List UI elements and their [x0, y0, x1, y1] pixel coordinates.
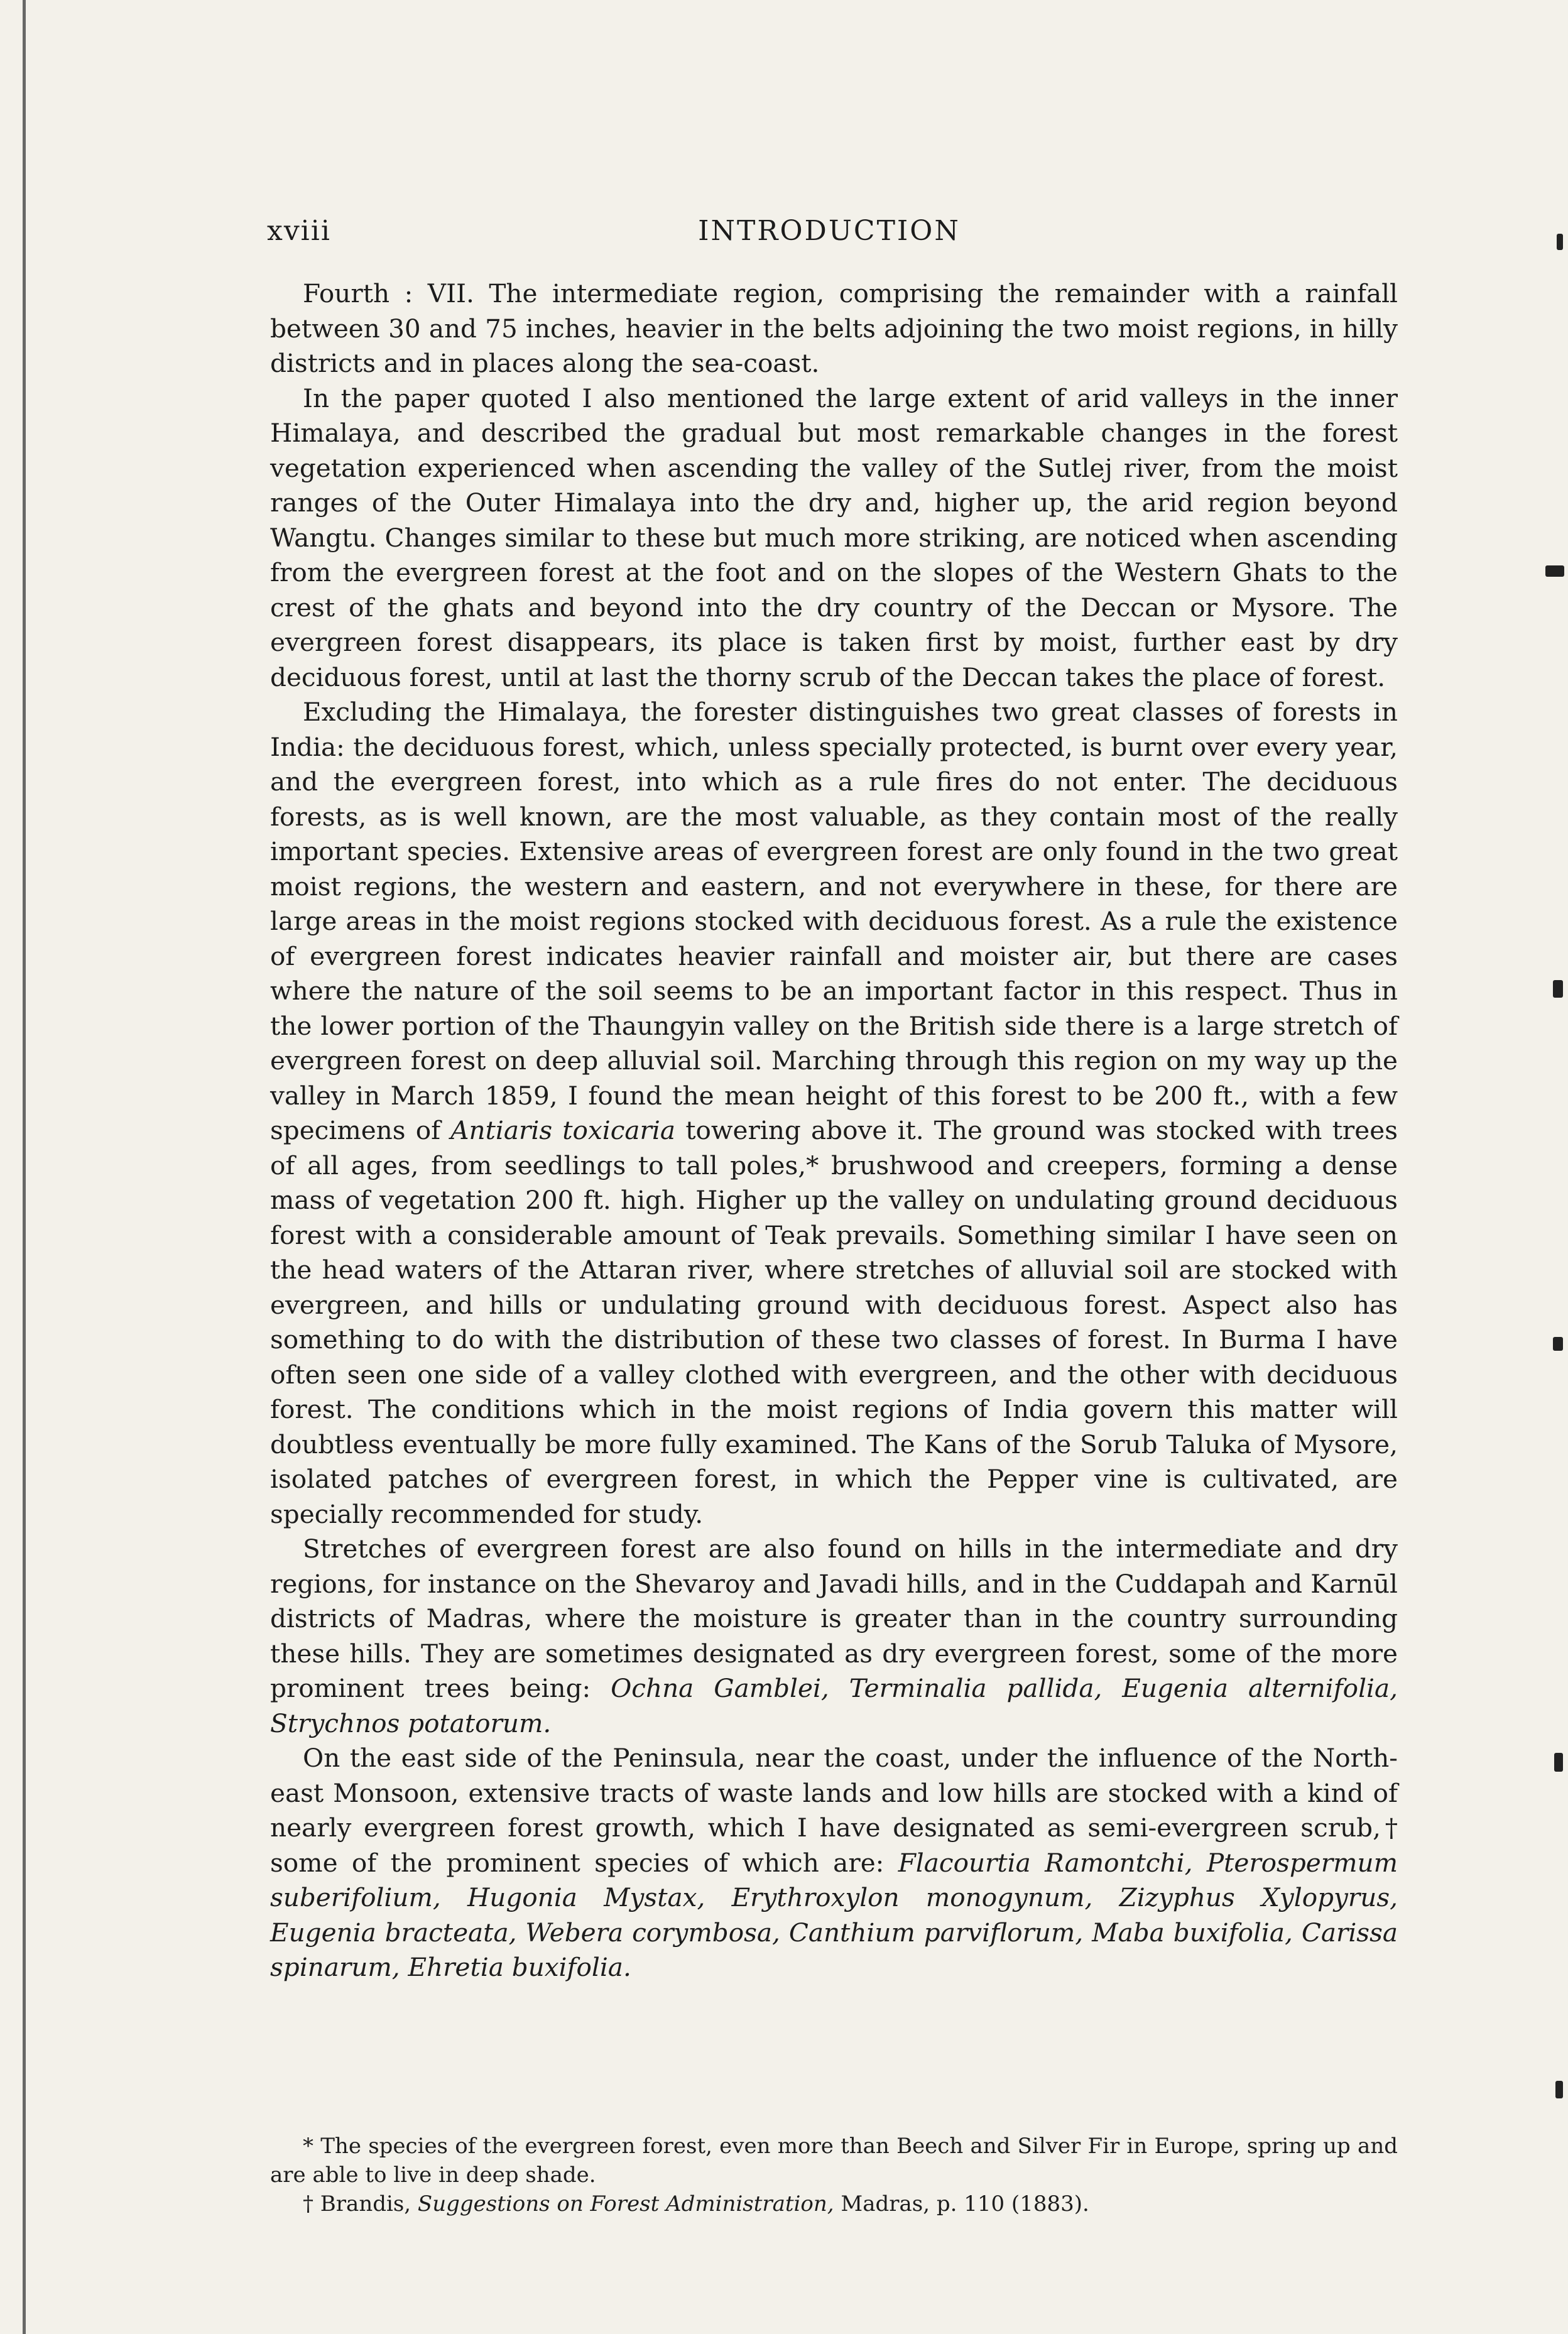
edge-ink-mark — [1555, 2081, 1563, 2098]
text-segment: Excluding the Himalaya, the forester distinguishes two great classes of forests in India: the deciduous forest, which, unless specially protected, is burnt over every year, and the evergreen forest, into which as a rule fires do not enter. The deciduous forests, as is well known, are the most valuable, as they contain most of the really important species. Extensive areas of evergreen forest are only found in the two great moist regions, the western and eastern, and not everywhere in these, for there are large areas in the moist regions stocked with deciduous forest. As a rule the existence of evergreen forest indicates heavier rainfall and moister air, but there are cases where the nature of the soil seems to be an important factor in this respect. Thus in the lower portion of the Thaungyin valley on the British side there is a large stretch of evergreen forest on deep alluvial soil. Marching through this region on my way up the valley in March 1859, I found the mean height of this forest to be 200 ft., with a few specimens of — [270, 697, 1398, 1145]
paragraph-fourth-region: Fourth : VII. The intermediate region, comprising the remainder with a rainfall between 30 and 75 inches, heavier in the belts adjoining the two moist regions, in hilly districts and in places along the sea-coast. — [270, 278, 1398, 378]
page-header — [267, 215, 1391, 259]
running-head: INTRODUCTION — [698, 215, 961, 247]
binding-edge — [23, 0, 26, 2334]
footnote-author: † Brandis, — [303, 2191, 411, 2217]
footnote-title: Suggestions on Forest Administration, — [417, 2191, 834, 2217]
text-segment: Stretches of evergreen forest are also found on hills in the intermediate and dry regions, for instance on the Shevaroy and Javadi hills, and in the Cuddapah and Karnūl districts of Madras, where the moisture is greater than in the country surrounding these hills. They are sometimes designated as dry evergreen forest, some of the more prominent trees being: — [270, 1534, 1398, 1703]
paragraph-dry-evergreen — [270, 1532, 1398, 1741]
species-name: Antiaris toxicaria — [450, 1115, 676, 1145]
paragraph-forest-classes — [270, 695, 1398, 1532]
edge-ink-mark — [1553, 1337, 1563, 1351]
edge-ink-mark — [1557, 234, 1563, 250]
footnote-dagger — [270, 2189, 1398, 2218]
edge-ink-mark — [1554, 1753, 1563, 1772]
edge-ink-mark — [1553, 980, 1563, 998]
paragraph-arid-valleys: In the paper quoted I also mentioned the large extent of arid valleys in the inner Himalaya, and described the gradual but most remarkable changes in the forest vegetation experienced when ascending the valley of the Sutlej river, from the moist ranges of the Outer Himalaya into the dry and, higher up, the arid region beyond Wangtu. Changes similar to these but much more striking, are noticed when ascending from the evergreen forest at the foot and on the slopes of the Western Ghats to the crest of the ghats and beyond into the dry country of the Deccan or Mysore. The evergreen forest disappears, its place is taken first by moist, further east by dry deciduous forest, until at last the thorny scrub of the Deccan takes the place of forest. — [270, 383, 1398, 692]
paragraph-semi-evergreen — [270, 1741, 1398, 1985]
text-segment: On the east side of the Peninsula, near the coast, under the influence of the North-east Monsoon, extensive tracts of waste lands and low hills are stocked with a kind of nearly evergreen forest growth, which I have designated as semi-evergreen scrub,† some of the prominent species of which are: — [270, 1743, 1398, 1878]
species-list: Flacourtia Ramontchi, Pterospermum suberifolium, Hugonia Mystax, Erythroxylon monogynum, Zizyphus Xylopyrus, Eugenia bracteata, Webera corymbosa, Canthium parviflorum, Maba buxifolia, Carissa spinarum, Ehretia buxifolia. — [270, 1847, 1398, 1982]
footnotes — [270, 2132, 1398, 2218]
footnote-asterisk: * The species of the evergreen forest, even more than Beech and Silver Fir in Europe, spring up and are able to live in deep shade. — [270, 2134, 1398, 2188]
species-list: Ochna Gamblei, Terminalia pallida, Eugenia alternifolia, Strychnos potatorum. — [270, 1673, 1398, 1738]
text-segment: towering above it. The ground was stocked with trees of all ages, from seedlings to tall poles,* brushwood and creepers, forming a dense mass of vegetation 200 ft. high. Higher up the valley on undulating ground deciduous forest with a considerable amount of Teak prevails. Something similar I have seen on the head waters of the Attaran river, where stretches of alluvial soil are stocked with evergreen, and hills or undulating ground with deciduous forest. Aspect also has something to do with the distribution of these two classes of forest. In Burma I have often seen one side of a valley clothed with evergreen, and the other with deciduous forest. The conditions which in the moist regions of India govern this matter will doubtless eventually be more fully examined. The Kans of the Sorub Taluka of Mysore, isolated patches of evergreen forest, in which the Pepper vine is cultivated, are specially recommended for study. — [270, 1115, 1398, 1529]
edge-ink-mark — [1545, 565, 1564, 577]
page-number: xviii — [267, 215, 331, 247]
main-text — [270, 276, 1398, 1985]
footnote-citation: Madras, p. 110 (1883). — [841, 2191, 1089, 2217]
